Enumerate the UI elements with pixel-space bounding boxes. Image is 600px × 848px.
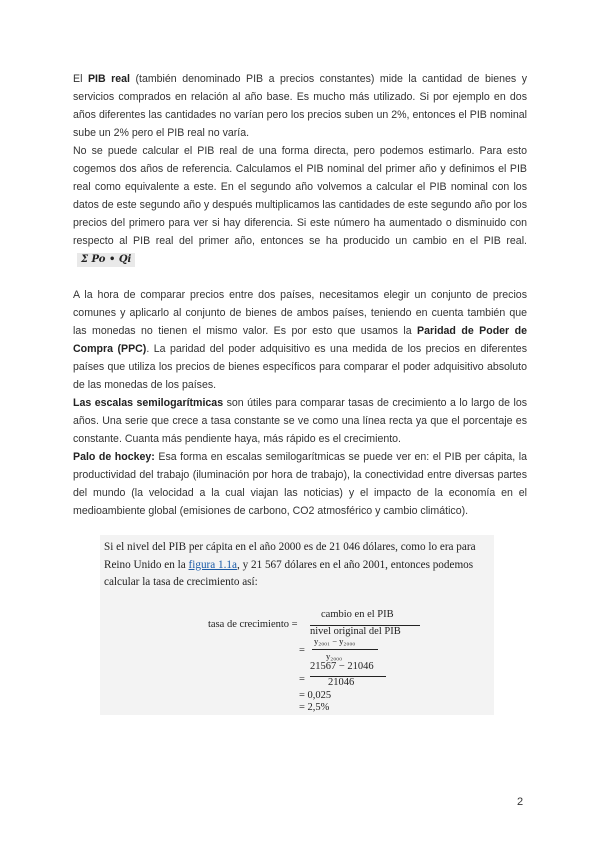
eq-sign-2: = xyxy=(299,674,305,685)
frac2-line xyxy=(312,649,378,650)
body-text xyxy=(73,70,527,520)
paragraph-escalas: Las escalas semilogarítmicas son útiles para comparar tasas de crecimiento a lo largo de los años. Una serie que crece a tasa constante se ve como una línea recta ya que el porcentaje es constante. Cuanta más pendiente haya, más rápido es el crecimiento. xyxy=(73,397,528,445)
example-text: Si el nivel del PIB per cápita en el año 2000 es de 21 046 dólares, como lo era para Reino Unido en la figura 1.1a, y 21 567 dólares en el año 2001, entonces podemos calcular la tasa de crecimiento así: xyxy=(104,541,476,588)
frac2-numerator: y₂₀₀₁ − y₂₀₀₀ xyxy=(314,636,356,646)
paragraph-pib-real: El PIB real (también denominado PIB a precios constantes) mide la cantidad de bienes y servicios comprados en relación al año base. Es mucho más utilizado. Si por ejemplo en dos años diferentes las cantidades no varían pero los precios suben un 2%, entonces el PIB nominal sube un 2% pero el PIB real no varía. xyxy=(73,73,527,139)
frac1-numerator: cambio en el PIB xyxy=(321,609,394,620)
frac3-numerator: 21567 − 21046 xyxy=(310,661,374,672)
result-percent: = 2,5% xyxy=(299,702,330,713)
frac2-denominator: y₂₀₀₀ xyxy=(326,651,343,661)
paragraph-palo-hockey: Palo de hockey: Esa forma en escalas semilogarítmicas se puede ver en: el PIB per cápita, la productividad del trabajo (iluminación por hora de trabajo), la conectividad entre diversas partes del mundo (la velocidad a la cual viajan las noticias) y el impacto de la economía en el medioambiente global (emisiones de carbono, CO2 atmosférico y cambio climático). xyxy=(73,451,527,517)
frac3-denominator: 21046 xyxy=(328,677,355,688)
equation-lhs: tasa de crecimiento = xyxy=(208,619,298,630)
term-palo-hockey: Palo de hockey: xyxy=(73,451,155,463)
result-decimal: = 0,025 xyxy=(299,690,332,701)
term-pib-real: PIB real xyxy=(87,73,130,85)
formula-chip: Σ Po • Qi xyxy=(77,253,135,267)
eq-sign-1: = xyxy=(299,645,305,656)
paragraph-ppc: A la hora de comparar precios entre dos países, necesitamos elegir un conjunto de precios comunes y aplicarlo al conjunto de bienes de ambos países, teniendo en cuenta también que las monedas no tienen el mismo valor. Es por esto que usamos la Paridad de Poder de Compra (PPC). La paridad del poder adquisitivo es una medida de los precios en diferentes países que utiliza los precios de bienes específicos para comparar el poder adquisitivo absoluto de las monedas de los países. xyxy=(73,289,527,391)
frac1-denominator: nivel original del PIB xyxy=(310,626,401,637)
paragraph-calculo-pib-real: No se puede calcular el PIB real de una forma directa, pero podemos estimarlo. Para esto cogemos dos años de referencia. Calculamos el PIB nominal del primer año y definimos el PIB real como equivalente a este. En el segundo año volvemos a calcular el PIB nominal con los datos de este segundo año y después multiplicamos las cantidades de este segundo año por los precios del primero para ver si hay diferencia. Si este número ha aumentado o disminuido con respecto al PIB real del primer año, entonces se ha producido un cambio en el PIB real. Σ Po • Qi xyxy=(73,145,527,265)
term-escalas: Las escalas semilogarítmicas xyxy=(73,397,224,409)
figure-link[interactable]: figura 1.1a xyxy=(188,558,237,571)
page-number: 2 xyxy=(517,796,524,808)
term-ppc: Paridad de Poder de Compra (PPC) xyxy=(73,325,527,355)
example-box xyxy=(100,535,494,715)
